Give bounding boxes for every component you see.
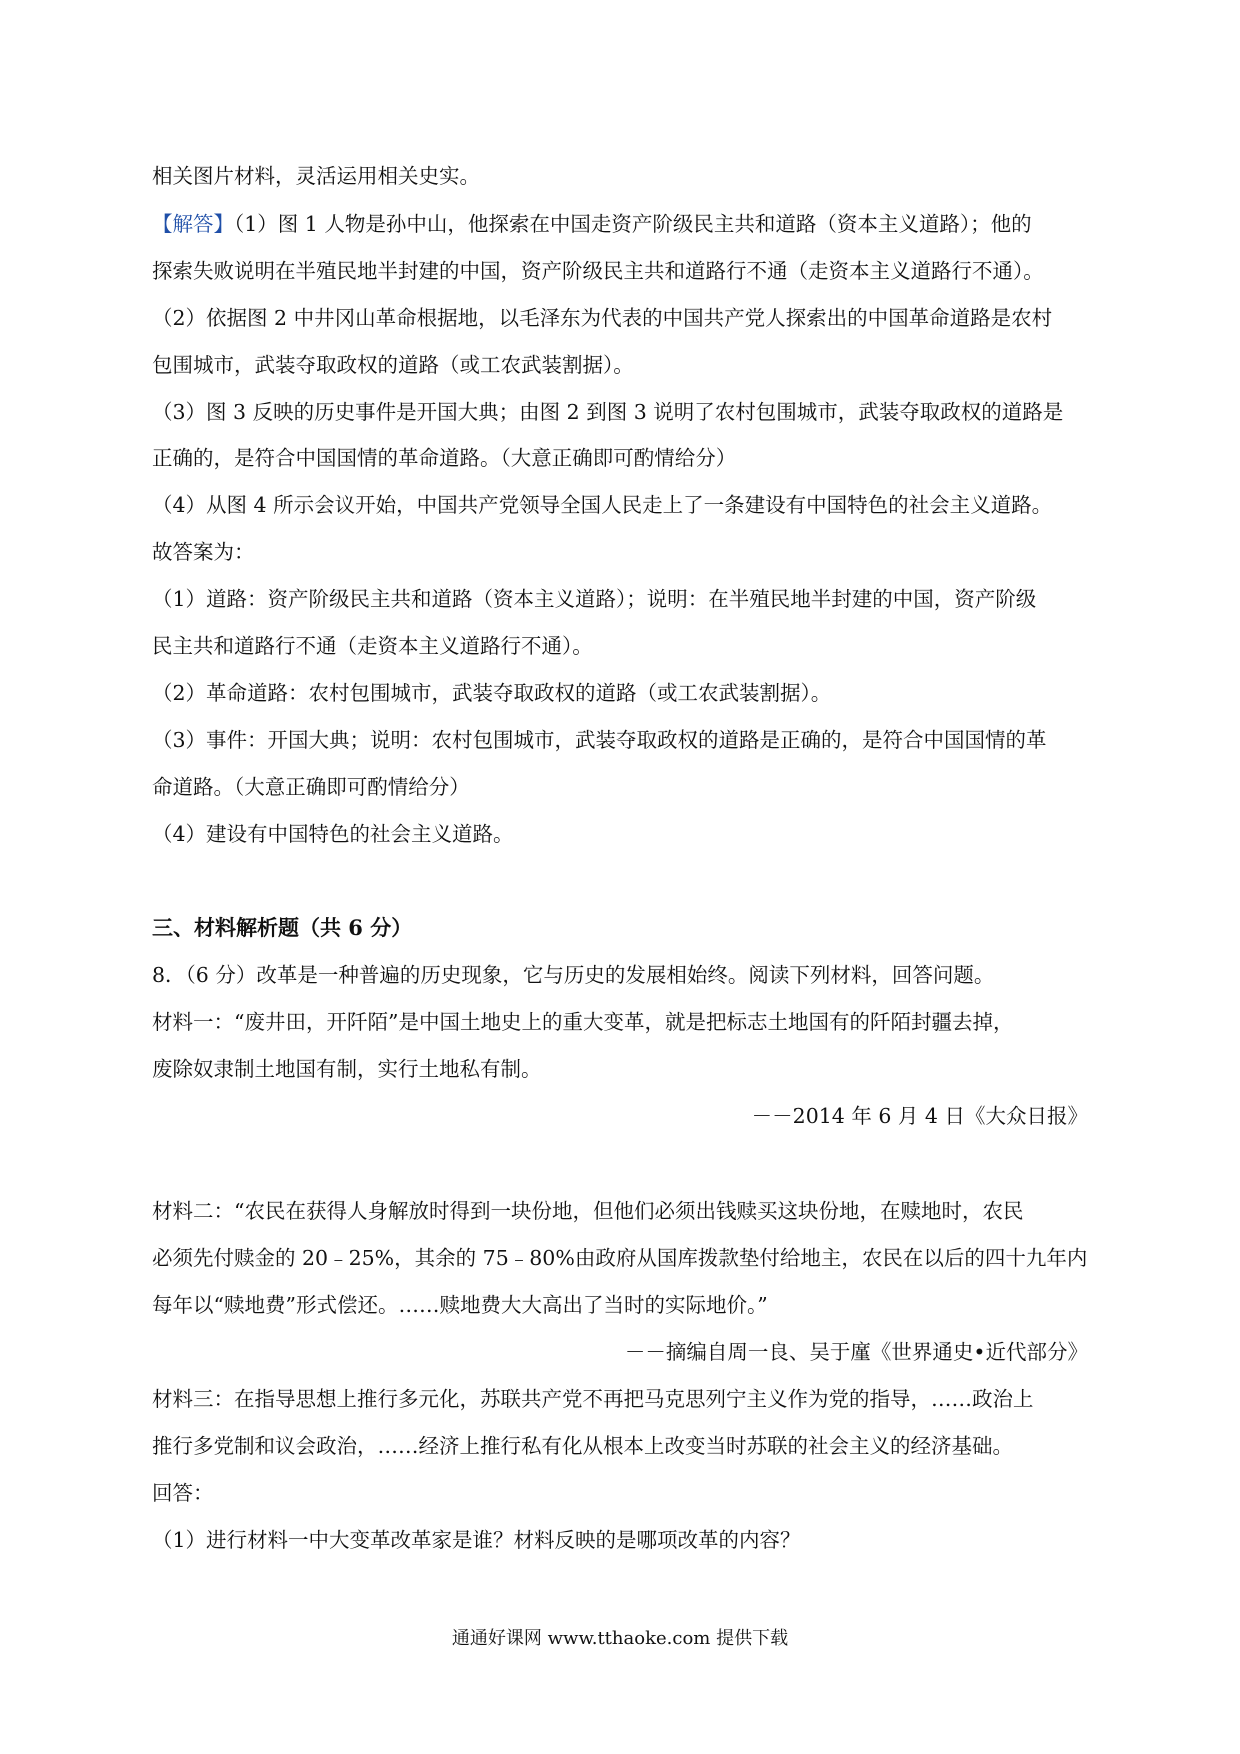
paragraph-line: （3）图 3 反映的历史事件是开国大典；由图 2 到图 3 说明了农村包围城市，武装夺取政权的道路是: [152, 400, 1064, 424]
paragraph-line: 废除奴隶制土地国有制，实行土地私有制。: [152, 1057, 542, 1081]
paragraph-line: 相关图片材料，灵活运用相关史实。: [152, 164, 480, 188]
paragraph-line: 探索失败说明在半殖民地半封建的中国，资产阶级民主共和道路行不通（走资本主义道路行不通）。: [152, 259, 1044, 283]
paragraph-line: 材料三：在指导思想上推行多元化，苏联共产党不再把马克思列宁主义作为党的指导，……政治上: [152, 1387, 1034, 1411]
paragraph-line: （4）建设有中国特色的社会主义道路。: [152, 822, 514, 846]
paragraph-line: 推行多党制和议会政治，……经济上推行私有化从根本上改变当时苏联的社会主义的经济基础。: [152, 1434, 1013, 1458]
paragraph-line: 民主共和道路行不通（走资本主义道路行不通）。: [152, 634, 593, 658]
paragraph-line: 正确的，是符合中国国情的革命道路。（大意正确即可酌情给分）: [152, 446, 737, 470]
answer-text: （1）图 1 人物是孙中山，他探索在中国走资产阶级民主共和道路（资本主义道路）；他的: [234, 212, 1032, 236]
question-line: 8．（6 分）改革是一种普遍的历史现象，它与历史的发展相始终。阅读下列材料，回答问题。: [152, 963, 995, 987]
paragraph-line: （1）道路：资产阶级民主共和道路（资本主义道路）；说明：在半殖民地半封建的中国，资产阶级: [152, 587, 1037, 611]
paragraph-line: 材料二：“农民在获得人身解放时得到一块份地，但他们必须出钱赎买这块份地，在赎地时，农民: [152, 1199, 1024, 1223]
paragraph-line: 每年以“赎地费”形式偿还。……赎地费大大高出了当时的实际地价。”: [152, 1293, 768, 1317]
paragraph-line: 包围城市，武装夺取政权的道路（或工农武装割据）。: [152, 353, 634, 377]
answer-tag: 【解答】: [152, 212, 234, 236]
paragraph-line: （3）事件：开国大典；说明：农村包围城市，武装夺取政权的道路是正确的，是符合中国国情的革: [152, 728, 1047, 752]
paragraph-line: （2）依据图 2 中井冈山革命根据地，以毛泽东为代表的中国共产党人探索出的中国革命道路是农村: [152, 306, 1053, 330]
answer-line: [152, 210, 1102, 238]
source-citation: －－摘编自周一良、吴于廑《世界通史•近代部分》: [624, 1340, 1088, 1364]
paragraph-line: （2）革命道路：农村包围城市，武装夺取政权的道路（或工农武装割据）。: [152, 681, 832, 705]
paragraph-line: 故答案为：: [152, 540, 255, 564]
question-line: （1）进行材料一中大变革改革家是谁？材料反映的是哪项改革的内容？: [152, 1528, 801, 1552]
paragraph-line: （4）从图 4 所示会议开始，中国共产党领导全国人民走上了一条建设有中国特色的社会主义道路。: [152, 493, 1053, 517]
paragraph-line: 材料一：“废井田，开阡陌”是中国土地史上的重大变革，就是把标志土地国有的阡陌封疆去掉，: [152, 1010, 1014, 1034]
paragraph-line: 命道路。（大意正确即可酌情给分）: [152, 775, 470, 799]
section-heading: 三、材料解析题（共 6 分）: [152, 915, 413, 940]
paragraph-line: 回答：: [152, 1481, 214, 1505]
page-footer: 通通好课网 www.tthaoke.com 提供下载: [451, 1628, 789, 1649]
paragraph-line: 必须先付赎金的 20﹣25%，其余的 75﹣80%由政府从国库拨款垫付给地主，农民在以后的四十九年内: [152, 1246, 1088, 1270]
source-citation: －－2014 年 6 月 4 日《大众日报》: [751, 1104, 1088, 1128]
